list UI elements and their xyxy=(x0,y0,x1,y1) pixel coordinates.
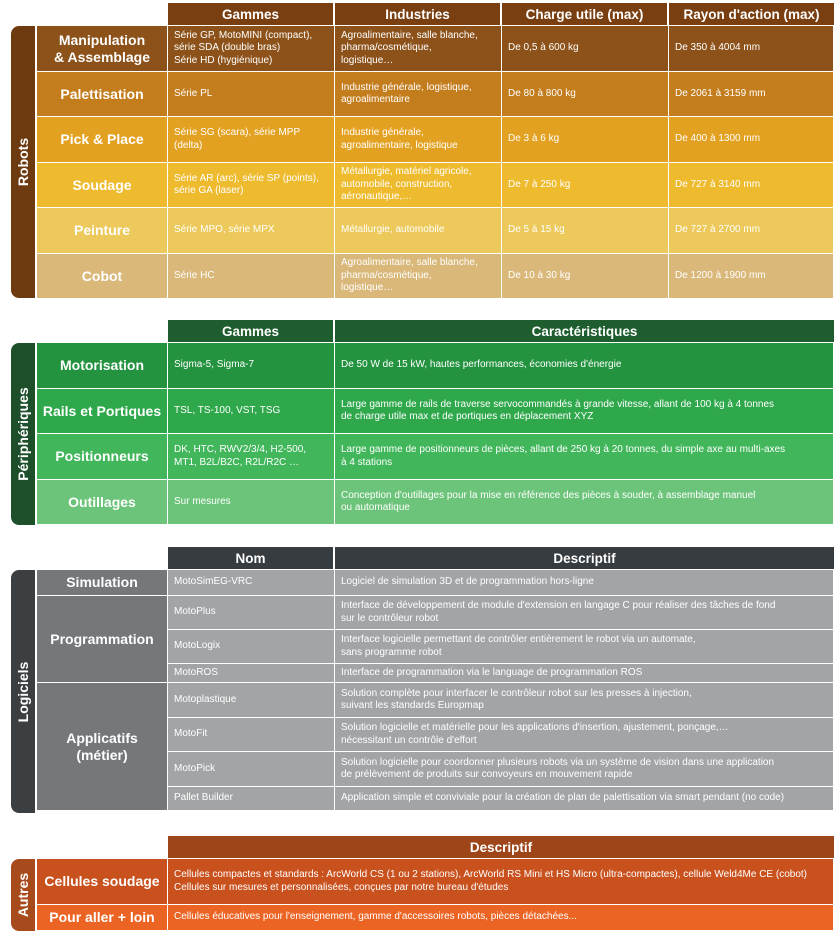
robots-gammes: Série PL xyxy=(168,72,335,117)
autres-header-descriptif: Descriptif xyxy=(168,836,834,858)
peri-desc: Large gamme de rails de traverse servocommandés à grande vitesse, allant de 100 kg à 4 tonnes de charge utile max et de portiques en déplacement XYZ xyxy=(335,389,834,434)
peripheriques-side-label: Périphériques xyxy=(11,343,35,525)
robots-category: Soudage xyxy=(37,163,168,208)
autres-category: Cellules soudage xyxy=(37,859,168,905)
robots-header-industries: Industries xyxy=(335,3,500,25)
log-category: Programmation xyxy=(37,596,168,683)
robots-rayon: De 727 à 3140 mm xyxy=(669,163,834,208)
log-desc: Solution logicielle pour coordonner plusieurs robots via un système de vision dans une application de prélèvement de produits sur convoyeurs en mouvement rapide xyxy=(335,752,834,787)
robots-category: Palettisation xyxy=(37,72,168,117)
robots-rayon: De 2061 à 3159 mm xyxy=(669,72,834,117)
peri-gammes: TSL, TS-100, VST, TSG xyxy=(168,389,335,434)
log-desc: Logiciel de simulation 3D et de programmation hors-ligne xyxy=(335,570,834,596)
robots-rayon: De 350 à 4004 mm xyxy=(669,26,834,72)
autres-category: Pour aller + loin xyxy=(37,905,168,931)
log-header-descriptif: Descriptif xyxy=(335,547,834,569)
robots-gammes: Série AR (arc), série SP (points), série GA (laser) xyxy=(168,163,335,208)
robots-charge: De 0,5 à 600 kg xyxy=(502,26,669,72)
logiciels-side-label: Logiciels xyxy=(11,570,35,813)
robots-gammes: Série GP, MotoMINI (compact), série SDA (double bras) Série HD (hygiénique) xyxy=(168,26,335,72)
peri-category: Rails et Portiques xyxy=(37,389,168,434)
robots-industries: Métallurgie, matériel agricole, automobile, construction, aéronautique,… xyxy=(335,163,502,208)
log-desc: Solution logicielle et matérielle pour les applications d'insertion, ajustement, ponçage,… nécessitant un contrôle d'effort xyxy=(335,718,834,752)
log-desc: Application simple et conviviale pour la création de plan de palettisation via smart pendant (no code) xyxy=(335,787,834,811)
robots-gammes: Série MPO, série MPX xyxy=(168,208,335,254)
robots-charge: De 10 à 30 kg xyxy=(502,254,669,299)
log-nom: MotoPick xyxy=(168,752,335,787)
robots-header-charge: Charge utile (max) xyxy=(502,3,667,25)
peri-header-gammes: Gammes xyxy=(168,320,333,342)
log-nom: MotoROS xyxy=(168,664,335,683)
robots-gammes: Série HC xyxy=(168,254,335,299)
robots-industries: Industrie générale, logistique, agroalimentaire xyxy=(335,72,502,117)
log-desc: Interface de programmation via le language de programmation ROS xyxy=(335,664,834,683)
peri-category: Outillages xyxy=(37,480,168,525)
log-category: Applicatifs (métier) xyxy=(37,683,168,811)
robots-gammes: Série SG (scara), série MPP (delta) xyxy=(168,117,335,163)
log-nom: MotoFit xyxy=(168,718,335,752)
robots-side-label: Robots xyxy=(11,26,35,298)
robots-category: Cobot xyxy=(37,254,168,299)
robots-rayon: De 727 à 2700 mm xyxy=(669,208,834,254)
log-nom: MotoSimEG-VRC xyxy=(168,570,335,596)
autres-desc: Cellules éducatives pour l'enseignement, gamme d'accessoires robots, pièces détachées... xyxy=(168,905,834,931)
log-nom: Pallet Builder xyxy=(168,787,335,811)
robots-charge: De 3 à 6 kg xyxy=(502,117,669,163)
robots-industries: Industrie générale, agroalimentaire, logistique xyxy=(335,117,502,163)
peri-header-caracteristiques: Caractéristiques xyxy=(335,320,834,342)
robots-industries: Métallurgie, automobile xyxy=(335,208,502,254)
autres-desc: Cellules compactes et standards : ArcWorld CS (1 ou 2 stations), ArcWorld RS Mini et HS Micro (ultra-compactes), cellule Weld4Me CE (cobot) Cellules sur mesures et personnalisées, conçues par notre bureau d'études xyxy=(168,859,834,905)
robots-industries: Agroalimentaire, salle blanche, pharma/cosmétique, logistique… xyxy=(335,26,502,72)
peri-gammes: Sigma-5, Sigma-7 xyxy=(168,343,335,389)
peri-desc: Large gamme de positionneurs de pièces, allant de 250 kg à 20 tonnes, du simple axe au multi-axes à 4 stations xyxy=(335,434,834,480)
peri-desc: De 50 W de 15 kW, hautes performances, économies d'énergie xyxy=(335,343,834,389)
peri-category: Motorisation xyxy=(37,343,168,389)
robots-category: Manipulation & Assemblage xyxy=(37,26,168,72)
robots-charge: De 7 à 250 kg xyxy=(502,163,669,208)
log-nom: Motoplastique xyxy=(168,683,335,718)
log-header-nom: Nom xyxy=(168,547,333,569)
robots-charge: De 5 à 15 kg xyxy=(502,208,669,254)
robots-industries: Agroalimentaire, salle blanche, pharma/cosmétique, logistique… xyxy=(335,254,502,299)
peri-gammes: DK, HTC, RWV2/3/4, H2-500, MT1, B2L/B2C, R2L/R2C … xyxy=(168,434,335,480)
robots-header-rayon: Rayon d'action (max) xyxy=(669,3,834,25)
robots-rayon: De 1200 à 1900 mm xyxy=(669,254,834,299)
log-desc: Solution complète pour interfacer le contrôleur robot sur les presses à injection, suivant les standards Europmap xyxy=(335,683,834,718)
log-desc: Interface de développement de module d'extension en langage C pour réaliser des tâches de fond sur le contrôleur robot xyxy=(335,596,834,630)
peri-category: Positionneurs xyxy=(37,434,168,480)
log-nom: MotoPlus xyxy=(168,596,335,630)
peri-desc: Conception d'outillages pour la mise en référence des pièces à souder, à assemblage manuel ou automatique xyxy=(335,480,834,525)
log-desc: Interface logicielle permettant de contrôler entièrement le robot via un automate, sans programme robot xyxy=(335,630,834,664)
robots-category: Pick & Place xyxy=(37,117,168,163)
peri-gammes: Sur mesures xyxy=(168,480,335,525)
robots-rayon: De 400 à 1300 mm xyxy=(669,117,834,163)
autres-side-label: Autres xyxy=(11,859,35,931)
robots-header-gammes: Gammes xyxy=(168,3,333,25)
log-nom: MotoLogix xyxy=(168,630,335,664)
robots-charge: De 80 à 800 kg xyxy=(502,72,669,117)
log-category: Simulation xyxy=(37,570,168,596)
robots-category: Peinture xyxy=(37,208,168,254)
